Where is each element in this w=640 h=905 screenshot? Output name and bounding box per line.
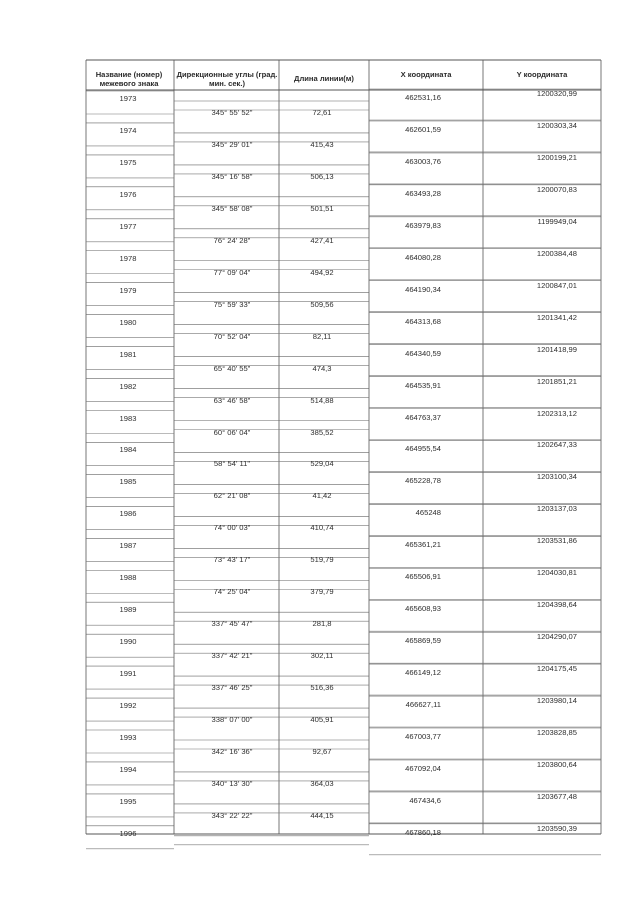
segment-angle: 77° 09' 04" [213, 267, 251, 277]
point-x-coordinate: 463003,76 [405, 156, 441, 166]
point-y-coordinate: 1201341,42 [536, 312, 577, 322]
segment-angle: 345° 55' 52" [211, 108, 253, 117]
segment-angle: 337° 45' 47" [211, 619, 253, 629]
segment-length: 82,11 [312, 331, 332, 341]
point-name: 1987 [119, 541, 137, 551]
segment-length: 501,51 [310, 203, 334, 213]
point-y-coordinate: 1200070,83 [536, 184, 577, 194]
point-x-coordinate: 465506,91 [405, 572, 441, 582]
point-y-coordinate: 1200847,01 [536, 280, 577, 290]
point-y-coordinate: 1203980,14 [536, 696, 577, 706]
point-x-coordinate: 464340,59 [405, 348, 441, 358]
segment-length: 427,41 [310, 235, 334, 245]
point-x-coordinate: 462531,16 [405, 93, 441, 102]
point-x-coordinate: 467434,6 [409, 795, 441, 805]
segment-angle: 60° 06' 04" [213, 427, 251, 437]
point-x-coordinate: 467003,77 [405, 732, 441, 741]
segment-length: 506,13 [310, 171, 334, 181]
point-name: 1978 [119, 253, 137, 263]
segment-length: 514,88 [310, 395, 334, 405]
point-y-coordinate: 1201851,21 [536, 376, 577, 386]
point-x-coordinate: 466627,11 [405, 700, 441, 710]
point-name: 1990 [119, 637, 137, 647]
point-name: 1977 [119, 221, 137, 231]
point-x-coordinate: 464313,68 [405, 316, 441, 326]
point-y-coordinate: 1200303,34 [536, 120, 577, 130]
point-y-coordinate: 1203800,64 [536, 759, 577, 769]
point-y-coordinate: 1204398,64 [536, 600, 577, 610]
segment-angle: 345° 29' 01" [211, 139, 253, 149]
point-name: 1994 [119, 764, 137, 774]
point-name: 1976 [119, 189, 137, 199]
point-name: 1973 [119, 94, 137, 103]
point-x-coordinate: 465608,93 [405, 604, 441, 614]
segment-angle: 70° 52' 04" [213, 331, 251, 341]
point-name: 1984 [119, 445, 137, 455]
point-name: 1981 [119, 349, 137, 359]
point-x-coordinate: 465248 [415, 508, 441, 518]
segment-angle: 75° 59' 33" [213, 299, 251, 309]
point-y-coordinate: 1204030,81 [536, 568, 577, 578]
segment-angle: 337° 46' 25" [211, 683, 253, 693]
segment-angle: 345° 58' 08" [211, 203, 253, 213]
point-x-coordinate: 465869,59 [405, 636, 441, 646]
segment-length: 41,42 [312, 491, 332, 501]
segment-length: 509,56 [310, 299, 334, 309]
segment-length: 444,15 [310, 810, 334, 820]
segment-length: 474,3 [312, 363, 332, 373]
point-name: 1989 [119, 605, 137, 615]
segment-angle: 76° 24' 28" [213, 235, 251, 245]
header-length: Длина линии(м) [294, 74, 354, 83]
point-name: 1985 [119, 477, 137, 487]
point-name: 1982 [119, 381, 137, 391]
segment-angle: 74° 25' 04" [213, 587, 251, 597]
point-name: 1979 [119, 285, 137, 295]
point-x-coordinate: 463493,28 [405, 188, 441, 198]
segment-angle: 337° 42' 21" [211, 651, 253, 661]
point-name: 1991 [119, 669, 137, 679]
segment-length: 519,79 [310, 555, 334, 565]
point-name: 1975 [119, 157, 137, 167]
segment-length: 516,36 [310, 683, 334, 693]
segment-angle: 62° 21' 08" [213, 491, 251, 501]
point-y-coordinate: 1204175,45 [536, 664, 577, 674]
segment-angle: 65° 40' 55" [213, 363, 251, 373]
point-y-coordinate: 1200320,99 [536, 89, 577, 98]
segment-length: 415,43 [310, 139, 334, 149]
point-x-coordinate: 467092,04 [405, 763, 441, 773]
segment-length: 92,67 [312, 747, 332, 756]
point-y-coordinate: 1203677,48 [536, 791, 577, 801]
point-y-coordinate: 1203137,03 [536, 504, 577, 514]
point-y-coordinate: 1203531,86 [536, 536, 577, 546]
point-y-coordinate: 1203828,85 [536, 728, 577, 737]
point-y-coordinate: 1200384,48 [536, 248, 577, 258]
segment-angle: 63° 46' 58" [213, 395, 251, 405]
point-name: 1992 [119, 701, 137, 711]
segment-angle: 58° 54' 11" [213, 459, 251, 469]
header-x: X координата [400, 70, 452, 79]
point-x-coordinate: 465228,78 [405, 476, 441, 486]
point-name: 1983 [119, 413, 137, 423]
point-y-coordinate: 1201418,99 [536, 344, 577, 354]
point-name: 1974 [119, 125, 137, 135]
point-y-coordinate: 1199949,04 [537, 216, 577, 226]
point-x-coordinate: 466149,12 [405, 668, 441, 678]
header-angle: Дирекционные углы (град. мин. сек.) [176, 70, 278, 88]
point-x-coordinate: 464080,28 [405, 252, 441, 262]
point-name: 1993 [119, 733, 137, 742]
point-y-coordinate: 1203590,39 [536, 823, 577, 833]
segment-angle: 73° 43' 17" [213, 555, 251, 565]
segment-angle: 343° 22' 22" [211, 810, 253, 820]
point-x-coordinate: 464535,91 [405, 380, 441, 390]
point-x-coordinate: 464763,37 [405, 412, 441, 422]
segment-angle: 342° 16' 36" [211, 747, 253, 756]
segment-length: 364,03 [310, 778, 334, 788]
segment-length: 302,11 [310, 651, 334, 661]
header-y: Y координата [516, 70, 568, 79]
segment-length: 410,74 [310, 523, 334, 533]
segment-angle: 340° 13' 30" [211, 778, 253, 788]
segment-length: 379,79 [310, 587, 334, 597]
segment-length: 72,61 [312, 108, 332, 117]
segment-length: 494,92 [310, 267, 334, 277]
point-name: 1988 [119, 573, 137, 583]
segment-length: 281,8 [312, 619, 332, 629]
point-y-coordinate: 1203100,34 [536, 472, 577, 482]
point-x-coordinate: 464955,54 [405, 444, 441, 454]
point-name: 1980 [119, 317, 137, 327]
segment-length: 529,04 [310, 459, 334, 469]
header-name: Название (номер) межевого знака [95, 70, 163, 88]
point-name: 1986 [119, 509, 137, 519]
point-name: 1996 [119, 828, 137, 838]
point-y-coordinate: 1202647,33 [536, 440, 577, 450]
segment-length: 405,91 [310, 715, 334, 725]
point-x-coordinate: 462601,59 [405, 124, 441, 134]
point-name: 1995 [119, 796, 137, 806]
point-x-coordinate: 463979,83 [405, 220, 441, 230]
point-x-coordinate: 465361,21 [405, 540, 441, 550]
point-x-coordinate: 467860,18 [405, 827, 441, 837]
segment-angle: 345° 16' 58" [211, 171, 253, 181]
segment-length: 385,52 [310, 427, 334, 437]
point-y-coordinate: 1200199,21 [536, 152, 577, 162]
segment-angle: 74° 00' 03" [213, 523, 251, 533]
point-y-coordinate: 1202313,12 [536, 408, 577, 418]
segment-angle: 338° 07' 00" [211, 715, 253, 725]
point-x-coordinate: 464190,34 [405, 284, 441, 294]
point-y-coordinate: 1204290,07 [536, 632, 577, 642]
